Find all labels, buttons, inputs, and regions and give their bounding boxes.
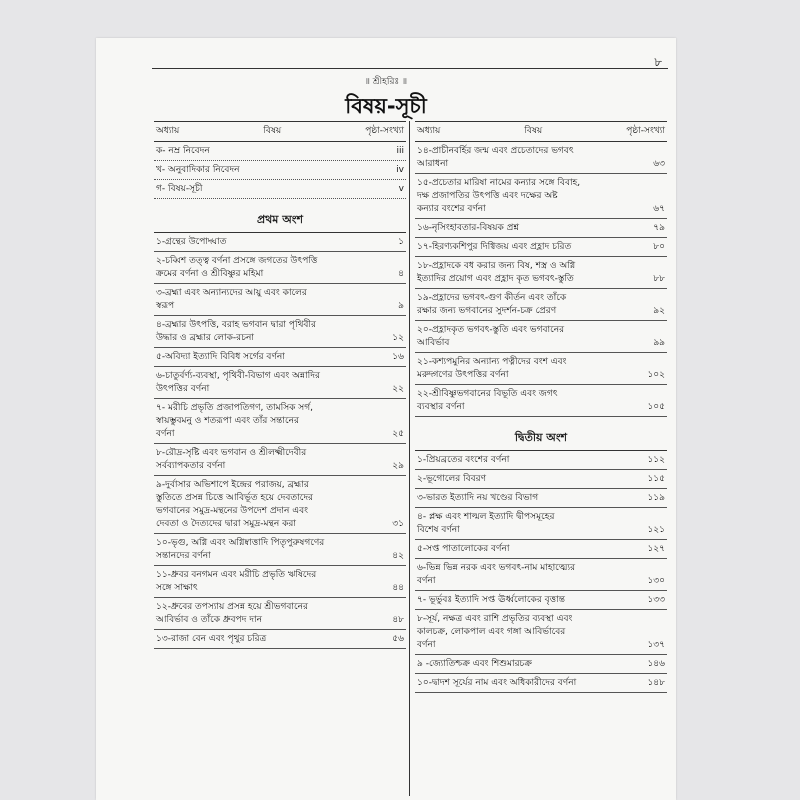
- toc-entry: [415, 385, 667, 417]
- toc-entry-page: ১২১: [647, 525, 665, 535]
- toc-entry-page: ৪৮: [392, 615, 404, 625]
- toc-entry: [415, 655, 667, 674]
- toc-entry-title: খ- অনুবাদিকার নিবেদন: [156, 165, 240, 175]
- toc-entry-page: ৫৬: [392, 634, 404, 644]
- book-page: [96, 38, 676, 800]
- toc-entry: [154, 444, 406, 476]
- toc-entry-page: ১১৯: [647, 493, 665, 503]
- toc-entry-title: ৭- মরীচি প্রভৃতি প্রজাপতিগণ, তামসিক সর্গ, স্বায়ম্ভুবমনু ও শতরূপা এবং তাঁর সন্তানের বর্ণনা: [156, 403, 314, 439]
- right-column: [415, 121, 667, 693]
- section-title-part-one: প্রথম অংশ: [154, 199, 406, 233]
- toc-entry-page: iv: [396, 165, 404, 175]
- toc-entry-title: ২-চব্বিশ তত্ত্ব বর্ণনা প্রসঙ্গে জগতের উৎপত্তি ক্রমের বর্ণনা ও শ্রীবিষ্ণুর মহিমা: [156, 256, 318, 279]
- toc-entry-page: ১৪৮: [647, 678, 665, 688]
- toc-entry-title: ১৯-প্রহ্লাদের ভগবৎ-গুণ কীর্তন এবং তাঁকে রক্ষার জন্য ভগবানের সুদর্শন-চক্র প্রেরণ: [417, 293, 567, 316]
- toc-entry: [154, 399, 406, 444]
- header-page: পৃষ্ঠা-সংখ্যা: [626, 126, 665, 136]
- toc-entry: [415, 540, 667, 559]
- toc-entry-page: ১২: [392, 333, 404, 343]
- toc-entry: [154, 252, 406, 284]
- toc-entry: [415, 610, 667, 655]
- toc-entry: [154, 476, 406, 534]
- toc-entry: [154, 142, 406, 161]
- toc-entry: [154, 598, 406, 630]
- toc-entry-page: ১০২: [647, 370, 665, 380]
- toc-entry-title: ১-গ্রন্থের উপোদ্ঘাত: [156, 237, 227, 247]
- toc-entry: [154, 566, 406, 598]
- toc-entry-title: ৬-ভিন্ন ভিন্ন নরক এবং ভগবৎ-নাম মাহাত্ম্যের বর্ণনা: [417, 563, 576, 586]
- toc-entry-title: ৭- ভূর্ভুবঃ ইত্যাদি সপ্ত ঊর্ধ্বলোকের বৃত্তান্ত: [417, 595, 565, 605]
- toc-entry-title: ৩-ব্রহ্মা এবং অন্যান্যদের আয়ু এবং কালের স্বরূপ: [156, 288, 307, 311]
- toc-list-right: [415, 142, 667, 417]
- toc-entry-title: ২১-কশ্যপমুনির অন্যান্য পত্নীদের বংশ এবং মরুদ্গণের উৎপত্তির বর্ণনা: [417, 357, 567, 380]
- section-title-part-two: দ্বিতীয় অংশ: [415, 417, 667, 451]
- toc-entry-page: ১২৭: [647, 544, 665, 554]
- toc-entry: [154, 180, 406, 199]
- toc-entry-page: ৯: [398, 301, 404, 311]
- header-page: পৃষ্ঠা-সংখ্যা: [365, 126, 404, 136]
- header-chapter: অধ্যায়: [417, 126, 441, 136]
- toc-entry-title: ৩-ভারত ইত্যাদি নয় খণ্ডের বিভাগ: [417, 493, 539, 503]
- toc-entry-page: ৯২: [653, 306, 665, 316]
- toc-entry-page: ১১২: [647, 455, 665, 465]
- toc-entry-title: ১-প্রিয়ব্রতের বংশের বর্ণনা: [417, 455, 510, 465]
- toc-entry-page: ২৯: [392, 461, 404, 471]
- toc-entry: [415, 174, 667, 219]
- toc-entry-title: ১৩-রাজা বেন এবং পৃথুর চরিত্র: [156, 634, 267, 644]
- toc-entry: [415, 674, 667, 693]
- toc-entry-title: ৮-সূর্য, নক্ষত্র এবং রাশি প্রভৃতির ব্যবস্থা এবং কালচক্র, লোকপাল এবং গঙ্গা আবির্ভাবের বর্ণনা: [417, 614, 573, 650]
- toc-entry-page: ১৪৬: [647, 659, 665, 669]
- toc-entry-page: ২৫: [392, 429, 404, 439]
- toc-entry-page: ৬৭: [653, 204, 665, 214]
- toc-entry-title: ৫-সপ্ত পাতালোকের বর্ণনা: [417, 544, 510, 554]
- toc-entry: [154, 233, 406, 252]
- toc-entry-title: ১০-দ্বাদশ সূর্যের নাম এবং অধিকারীদের বর্ণনা: [417, 678, 577, 688]
- toc-entry-title: ৫-অবিদ্যা ইত্যাদি বিবিধ সর্গের বর্ণনা: [156, 352, 285, 362]
- toc-entry-page: ১১৫: [647, 474, 665, 484]
- header-subject: বিষয়: [263, 126, 282, 136]
- toc-entry-page: ১৩৩: [647, 595, 665, 605]
- toc-entry-page: iii: [396, 146, 404, 156]
- toc-entry: [415, 559, 667, 591]
- toc-entry-page: ৪৪: [392, 583, 404, 593]
- preface-list: [154, 142, 406, 199]
- toc-entry: [415, 470, 667, 489]
- toc-entry: [415, 489, 667, 508]
- toc-entry: [415, 219, 667, 238]
- toc-entry-page: ২২: [392, 384, 404, 394]
- toc-entry-page: ১: [398, 237, 404, 247]
- toc-entry-page: ৪২: [392, 551, 404, 561]
- toc-entry-title: গ- বিষয়-সূচী: [156, 184, 203, 194]
- toc-entry-title: ১৭-হিরণ্যকশিপুর দিগ্বিজয় এবং প্রহ্লাদ চরিত: [417, 242, 572, 252]
- table-header: [415, 121, 667, 142]
- toc-entry-page: v: [398, 184, 404, 194]
- toc-entry: [415, 257, 667, 289]
- toc-entry: [154, 630, 406, 649]
- toc-entry-title: ১৮-প্রহ্লাদকে বধ করার জন্য বিষ, শস্ত্র ও অগ্নি ইত্যাদির প্রয়োগ এবং প্রহ্লাদ কৃত ভগবৎ-স্তুতি: [417, 261, 576, 284]
- toc-entry: [154, 161, 406, 180]
- toc-entry: [154, 534, 406, 566]
- toc-entry: [415, 289, 667, 321]
- page-number: ৮: [654, 55, 662, 69]
- toc-entry-page: ১০৫: [647, 402, 665, 412]
- toc-entry-title: ১০-ভৃগু, অগ্নি এবং অগ্নিষ্বাত্তাদি পিতৃপুরুষগণের সন্তানদের বর্ণনা: [156, 538, 325, 561]
- toc-list-left: [154, 233, 406, 649]
- toc-entry: [154, 284, 406, 316]
- toc-list-right-part-two: [415, 451, 667, 693]
- toc-entry-title: ২০-প্রহ্লাদকৃত ভগবৎ-স্তুতি এবং ভগবানের আবির্ভাব: [417, 325, 565, 348]
- toc-entry-title: ৯-দুর্বাসার অভিশাপে ইন্দ্রের পরাজয়, ব্রহ্মার স্তুতিতে প্রসন্ন চিত্তে আবির্ভূত হয়ে দেবতাদের ভগবানের সমুদ্র-মন্থনের উপদেশ প্রদান এবং দেবতা ও দৈত্যদের দ্বারা সমুদ্র-মন্থন করা: [156, 480, 313, 529]
- toc-entry-title: ১১-ধ্রুবর বনগমন এবং মরীচি প্রভৃতি ঋষিদের সঙ্গে সাক্ষাৎ: [156, 570, 317, 593]
- toc-entry-title: ২-ভূগোলের বিবরণ: [417, 474, 487, 484]
- column-divider: [409, 121, 410, 796]
- toc-entry-title: ৪- প্লক্ষ এবং শাল্মল ইত্যাদি দ্বীপসমূহের বিশেষ বর্ণনা: [417, 512, 555, 535]
- toc-entry-page: ১৩০: [647, 576, 665, 586]
- toc-entry-title: ১৫-প্রচেতার মারিষা নামের কন্যার সঙ্গে বিবাহ, দক্ষ প্রজাপতির উৎপত্তি এবং দক্ষের অষ্ট কন্যার বংশের বর্ণনা: [417, 178, 581, 214]
- toc-entry-title: ১২-ধ্রুবের তপস্যায় প্রসন্ন হয়ে শ্রীভগবানের আবির্ভাব ও তাঁকে ধ্রুবপদ দান: [156, 602, 308, 625]
- toc-entry-page: ৩১: [392, 519, 404, 529]
- invocation: ॥ শ্রীহরিঃ ॥: [364, 77, 408, 87]
- toc-entry-title: ১৬-নৃসিংহাবতার-বিষয়ক প্রশ্ন: [417, 223, 520, 233]
- toc-entry-title: ক- নম্র নিবেদন: [156, 146, 210, 156]
- toc-entry-page: ৮০: [653, 242, 665, 252]
- toc-entry: [154, 348, 406, 367]
- toc-entry: [415, 353, 667, 385]
- toc-entry-title: ৪-ব্রহ্মার উৎপত্তি, বরাহ ভগবান দ্বারা পৃথিবীর উদ্ধার ও ব্রহ্মার লোক-রচনা: [156, 320, 316, 343]
- toc-entry: [415, 321, 667, 353]
- toc-entry-page: ১৬: [392, 352, 404, 362]
- toc-entry-title: ১৪-প্রাচীনবর্হির জন্ম এবং প্রচেতাদের ভগবৎ আরাধনা: [417, 146, 574, 169]
- table-header: [154, 121, 406, 142]
- toc-entry: [154, 367, 406, 399]
- toc-entry-page: ১৩৭: [647, 640, 665, 650]
- header-subject: বিষয়: [524, 126, 543, 136]
- toc-entry-page: ৮৮: [653, 274, 665, 284]
- left-column: [154, 121, 406, 649]
- toc-entry: [415, 508, 667, 540]
- toc-entry: [415, 238, 667, 257]
- header-chapter: অধ্যায়: [156, 126, 180, 136]
- toc-entry: [415, 591, 667, 610]
- toc-entry-title: ৮-রৌদ্র-সৃষ্টি এবং ভগবান ও শ্রীলক্ষ্মীদেবীর সর্বব্যাপকতার বর্ণনা: [156, 448, 307, 471]
- toc-entry-page: ৪: [398, 269, 404, 279]
- toc-entry-page: ৯৯: [653, 338, 665, 348]
- toc-entry: [415, 451, 667, 470]
- toc-entry-page: ৭৯: [653, 223, 665, 233]
- page-title: বিষয়-সূচী: [345, 94, 427, 118]
- toc-entry-page: ৬৩: [653, 159, 665, 169]
- header-rule: [152, 68, 668, 69]
- toc-entry: [415, 142, 667, 174]
- toc-entry-title: ৬-চাতুর্বর্ণ্য-ব্যবস্থা, পৃথিবী-বিভাগ এবং অন্নাদির উৎপত্তির বর্ণনা: [156, 371, 320, 394]
- toc-entry-title: ২২-শ্রীবিষ্ণুভগবানের বিভূতি এবং জগৎ ব্যবস্থার বর্ণনা: [417, 389, 558, 412]
- toc-entry: [154, 316, 406, 348]
- toc-entry-title: ৯ -জ্যোতিশ্চক্র এবং শিশুমারচক্র: [417, 659, 532, 669]
